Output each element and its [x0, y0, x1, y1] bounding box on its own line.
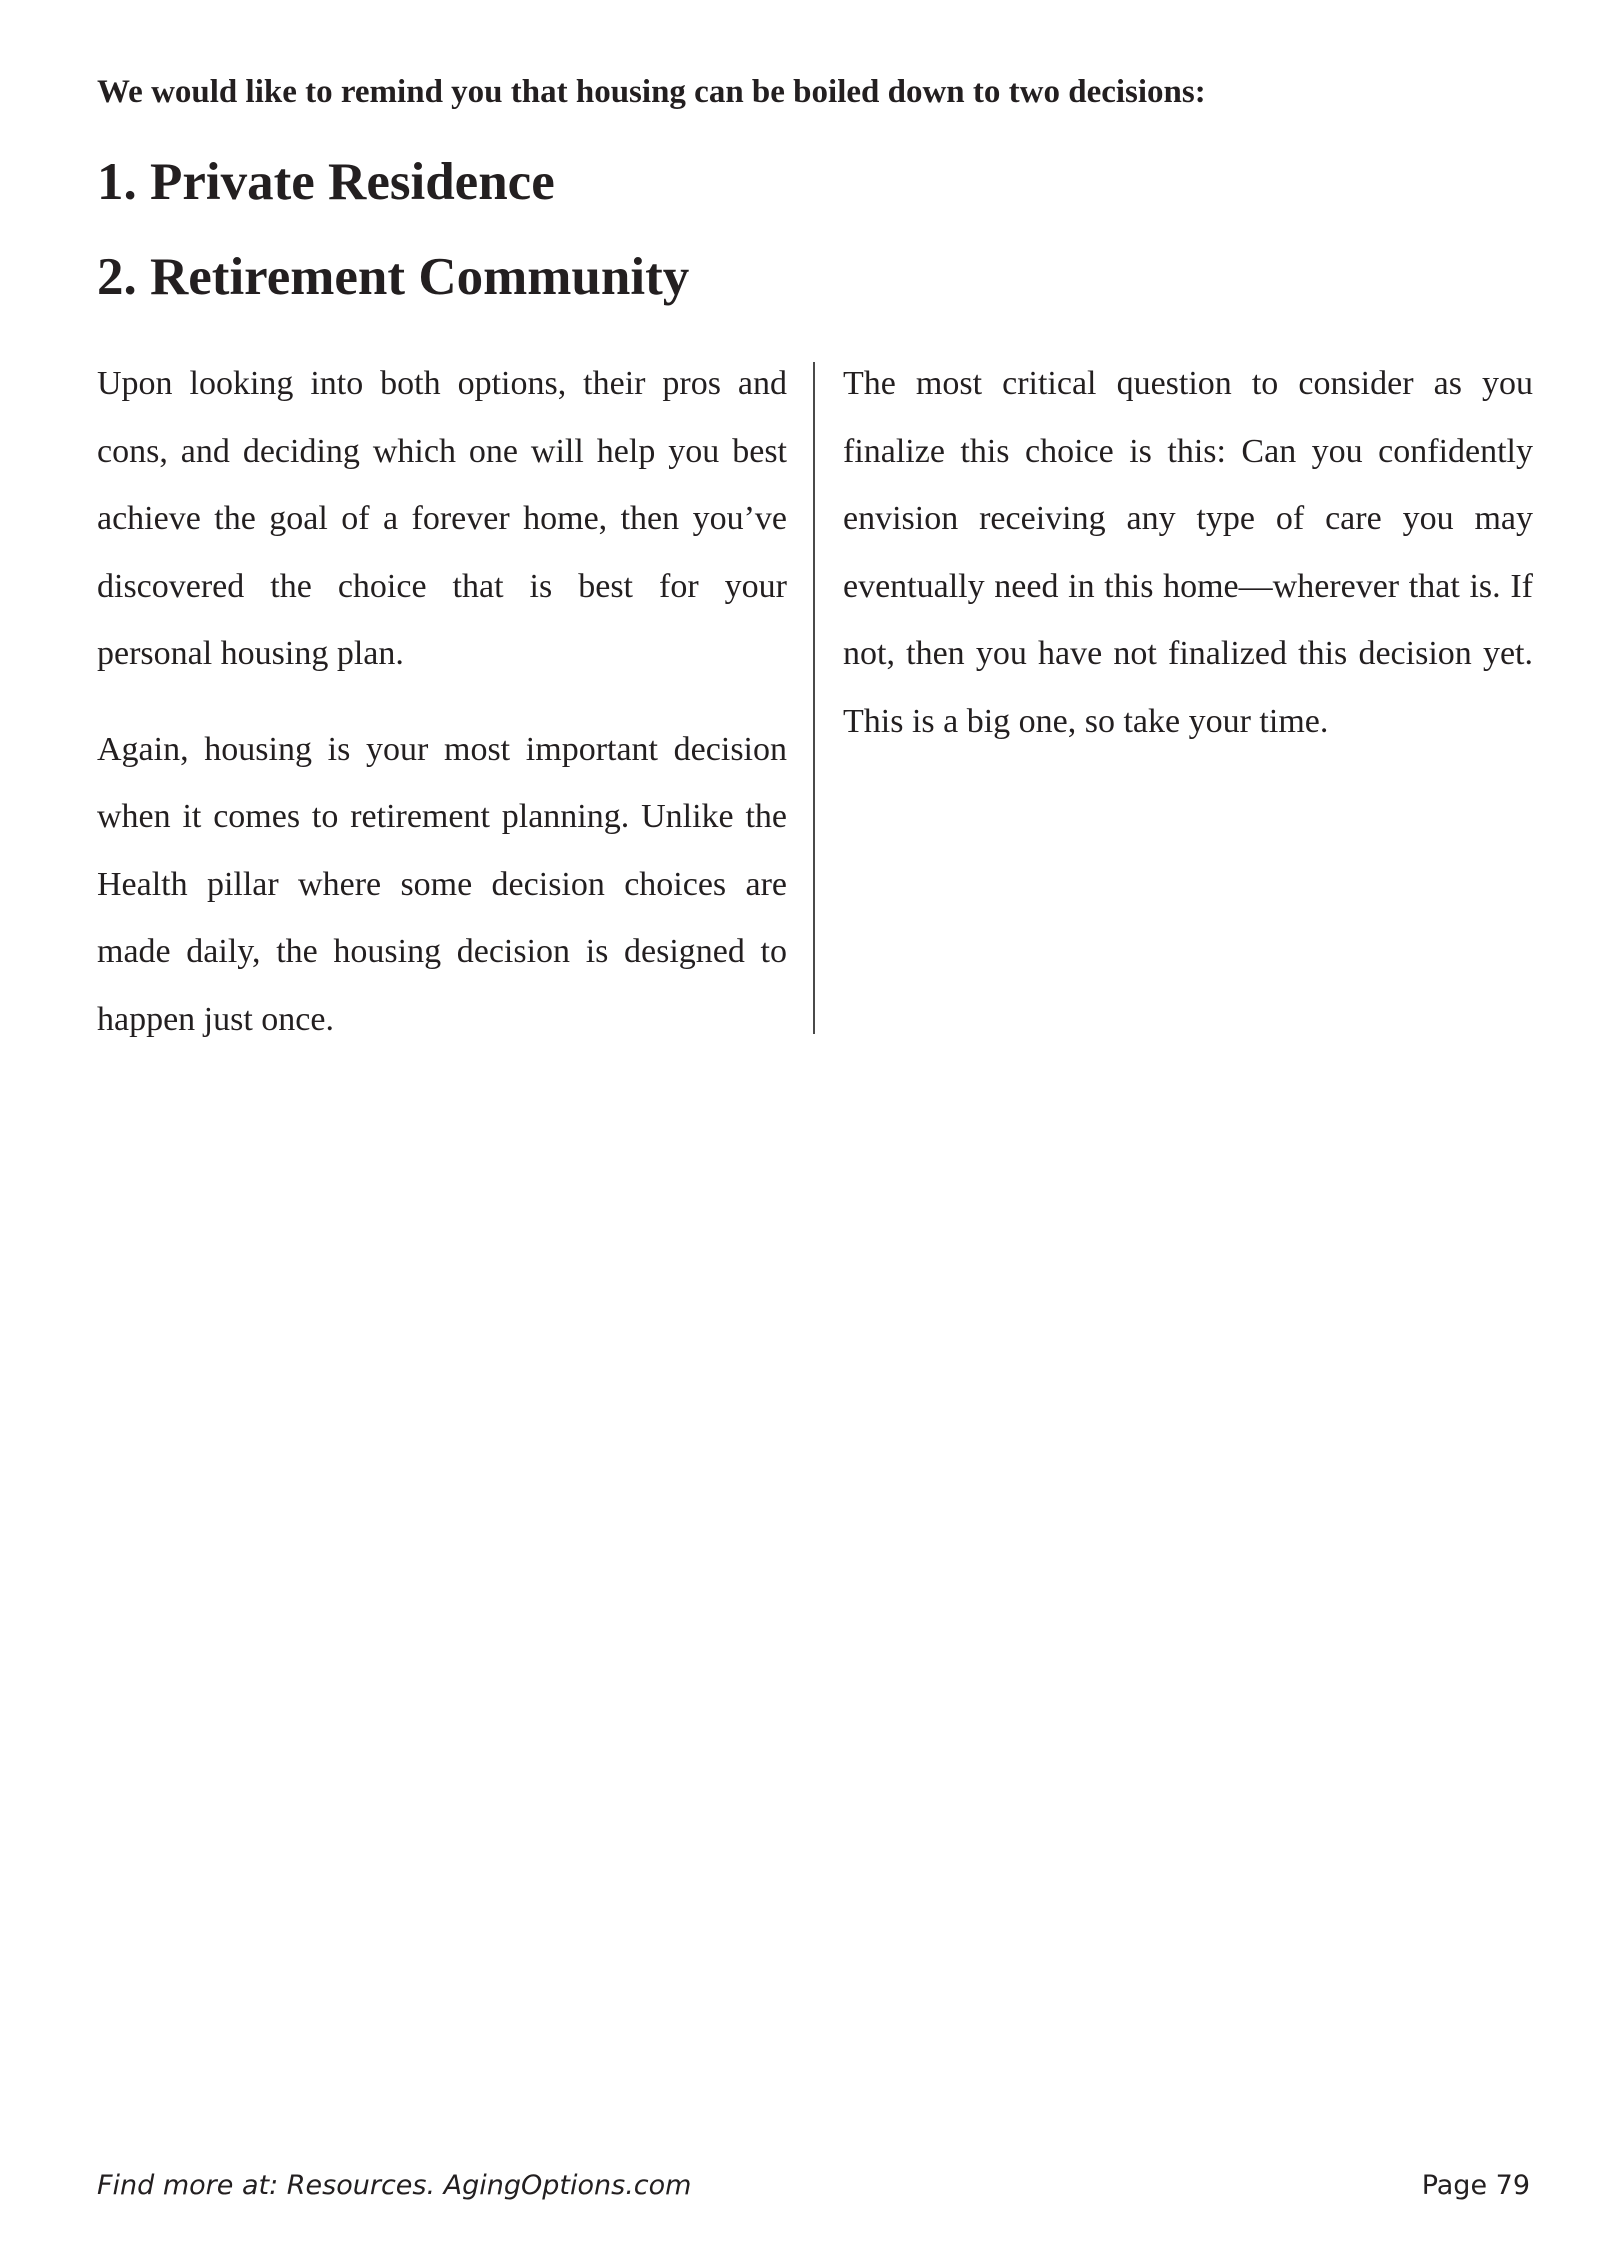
page-number: Page 79	[1421, 2170, 1530, 2201]
footer-resource-link[interactable]: Find more at: Resources. AgingOptions.com	[97, 2170, 692, 2201]
right-column	[843, 350, 1533, 783]
intro-heading: We would like to remind you that housing can be boiled down to two decisions:	[97, 74, 1206, 110]
left-paragraph-1: Upon looking into both options, their pros and cons, and deciding which one will help you best achieve the goal of a forever home, then you’ve discovered the choice that is best for your personal housing plan.	[97, 365, 787, 672]
left-paragraph-2: Again, housing is your most important decision when it comes to retirement planning. Unlike the Health pillar where some decision choices are made daily, the housing decision is designed to happen just once.	[97, 730, 787, 1038]
choice-retirement-community: 2. Retirement Community	[97, 248, 690, 306]
left-column	[97, 350, 787, 1081]
right-paragraph-1: The most critical question to consider as you finalize this choice is this: Can you confidently envision receiving any type of care you may eventually need in this home—wherever that is. If not, then you have not finalized this decision yet. This is a big one, so take your time.	[843, 365, 1533, 740]
column-divider	[813, 362, 815, 1034]
choice-private-residence: 1. Private Residence	[97, 153, 555, 211]
